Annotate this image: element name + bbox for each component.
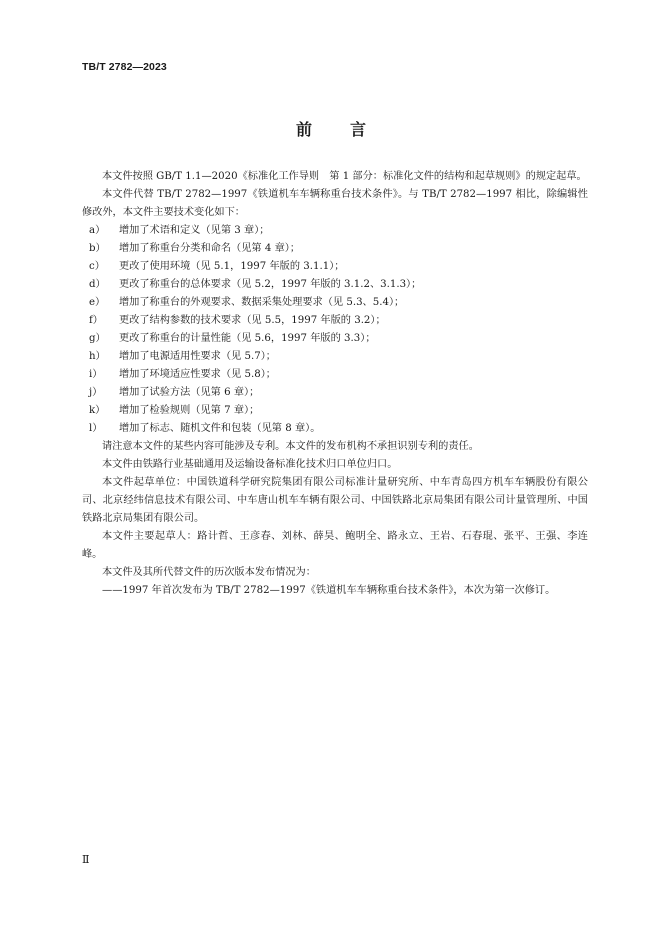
list-item-text: 更改了使用环境（见 5.1，1997 年版的 3.1.1）； xyxy=(119,261,345,272)
list-item-marker: d） xyxy=(89,279,106,290)
foreword-body xyxy=(82,168,588,600)
list-item-text: 增加了试验方法（见第 6 章）； xyxy=(119,387,260,398)
list-item-marker: e） xyxy=(89,297,106,308)
list-item xyxy=(82,402,588,420)
list-item-marker: l） xyxy=(89,423,103,434)
list-item xyxy=(82,222,588,240)
list-item-text: 增加了环境适应性要求（见 5.8）； xyxy=(119,369,276,380)
standard-number: TB/T 2782—2023 xyxy=(82,61,167,73)
list-item-marker: c） xyxy=(89,261,105,272)
list-item-text: 增加了称重台分类和命名（见第 4 章）； xyxy=(119,243,301,254)
list-item-marker: k） xyxy=(89,405,106,416)
list-item-text: 更改了结构参数的技术要求（见 5.5，1997 年版的 3.2）； xyxy=(119,315,386,326)
paragraph-responsible-unit: 本文件由铁路行业基础通用及运输设备标准化技术归口单位归口。 xyxy=(102,459,398,470)
list-item-marker: f） xyxy=(89,315,103,326)
page-title: 前言 xyxy=(295,120,404,139)
list-item xyxy=(82,384,588,402)
list-item xyxy=(82,420,588,438)
list-item xyxy=(82,348,588,366)
list-item-text: 增加了术语和定义（见第 3 章）； xyxy=(119,225,270,236)
page-number: Ⅱ xyxy=(82,853,90,866)
list-item-text: 增加了电源适用性要求（见 5.7）； xyxy=(119,351,276,362)
paragraph-drafting-rules: 本文件按照 GB/T 1.1—2020《标准化工作导则 第 1 部分：标准化文件的结构和起草规则》的规定起草。 xyxy=(102,171,587,182)
list-item-text: 增加了检验规则（见第 7 章）； xyxy=(119,405,260,416)
list-item-marker: a） xyxy=(89,225,106,236)
list-item-marker: b） xyxy=(89,243,106,254)
technical-changes-list xyxy=(82,222,588,438)
paragraph-replacement: 本文件代替 TB/T 2782—1997《铁道机车车辆称重台技术条件》。与 TB/T 2782—1997 相比，除编辑性修改外，本文件主要技术变化如下： xyxy=(82,189,588,218)
paragraph-patent-notice: 请注意本文件的某些内容可能涉及专利。本文件的发布机构不承担识别专利的责任。 xyxy=(102,441,479,452)
list-item-text: 增加了标志、随机文件和包装（见第 8 章）。 xyxy=(119,423,321,434)
paragraph-drafters: 本文件主要起草人：路计哲、王彦春、刘林、薛昊、鲍明全、路永立、王岩、石春琨、张平、王强、李连峰。 xyxy=(82,531,588,560)
list-item xyxy=(82,240,588,258)
list-item xyxy=(82,258,588,276)
list-item-marker: g） xyxy=(89,333,106,344)
list-item xyxy=(82,312,588,330)
list-item-text: 更改了称重台的计量性能（见 5.6，1997 年版的 3.3）； xyxy=(119,333,376,344)
list-item-text: 增加了称重台的外观要求、数据采集处理要求（见 5.3、5.4）； xyxy=(119,297,405,308)
list-item-marker: j） xyxy=(89,387,103,398)
list-item-marker: i） xyxy=(89,369,103,380)
paragraph-drafting-units: 本文件起草单位：中国铁道科学研究院集团有限公司标准计量研究所、中车青岛四方机车车辆股份有限公司、北京经纬信息技术有限公司、中车唐山机车车辆有限公司、中国铁路北京局集团有限公司计量管理所、中国铁路北京局集团有限公司。 xyxy=(82,477,588,524)
list-item-marker: h） xyxy=(89,351,106,362)
paragraph-version-history: 本文件及其所代替文件的历次版本发布情况为： xyxy=(102,567,316,578)
paragraph-first-release: ——1997 年首次发布为 TB/T 2782—1997《铁道机车车辆称重台技术条件》，本次为第一次修订。 xyxy=(102,585,556,596)
list-item xyxy=(82,294,588,312)
list-item xyxy=(82,276,588,294)
list-item xyxy=(82,330,588,348)
list-item-text: 更改了称重台的总体要求（见 5.2，1997 年版的 3.1.2、3.1.3）； xyxy=(119,279,422,290)
list-item xyxy=(82,366,588,384)
